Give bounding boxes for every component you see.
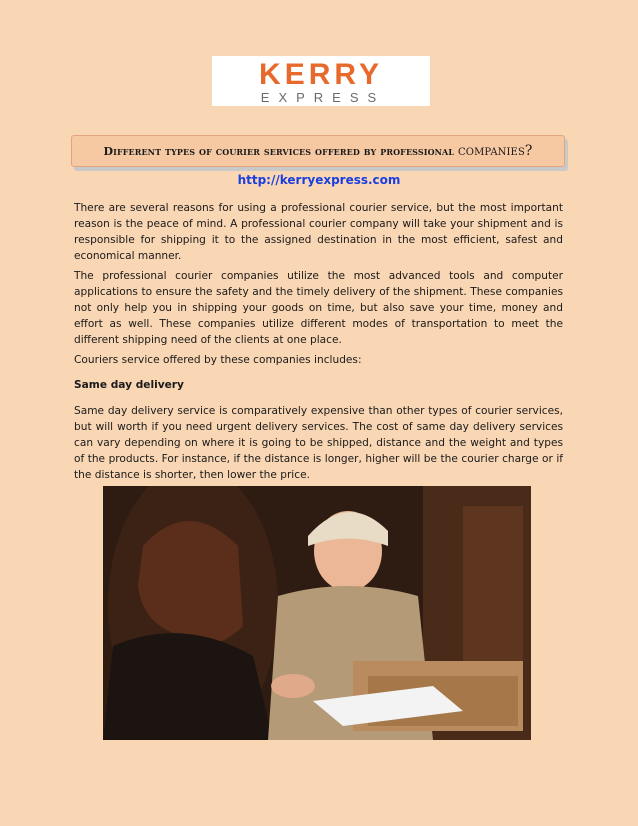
courier-delivery-photo	[103, 486, 531, 740]
section-heading-same-day: Same day delivery	[74, 379, 184, 391]
paragraph-tools: The professional courier companies utilize the most advanced tools and computer applications to ensure the safety and the timely delivery of the shipment. These companies not only help you in shipping your goods on time, but also save your time, money and effort as well. These companies utilize different modes of transportation to meet the different shipping need of the clients at one place.	[74, 270, 563, 346]
banner-title	[103, 143, 532, 159]
paragraph-services-intro: Couriers service offered by these companies includes:	[74, 354, 362, 366]
photo-illustration	[103, 486, 531, 740]
logo-graphic	[212, 56, 430, 106]
paragraph-same-day: Same day delivery service is comparatively expensive than other types of courier services, but will worth if you need urgent delivery services. The cost of same day delivery services can vary depending on where it is going to be shipped, distance and the weight and types of the products. For instance, if the distance is longer, higher will be the courier charge or if the distance is shorter, then lower the price.	[74, 405, 563, 481]
banner-title-main: Different types of courier services offered by professional	[103, 145, 459, 158]
logo-tagline: EXPRESS	[260, 90, 386, 105]
kerry-express-logo	[212, 56, 430, 106]
logo-brand: KERRY	[259, 58, 383, 91]
title-banner	[71, 135, 565, 167]
website-link[interactable]: http://kerryexpress.com	[237, 173, 401, 187]
banner-title-tail: companies?	[458, 143, 533, 159]
paragraph-intro: There are several reasons for using a professional courier service, but the most important reason is the peace of mind. A professional courier company will take your shipment and is responsible for shipping it to the assigned destination in the most efficient, safest and economical manner.	[74, 202, 563, 262]
